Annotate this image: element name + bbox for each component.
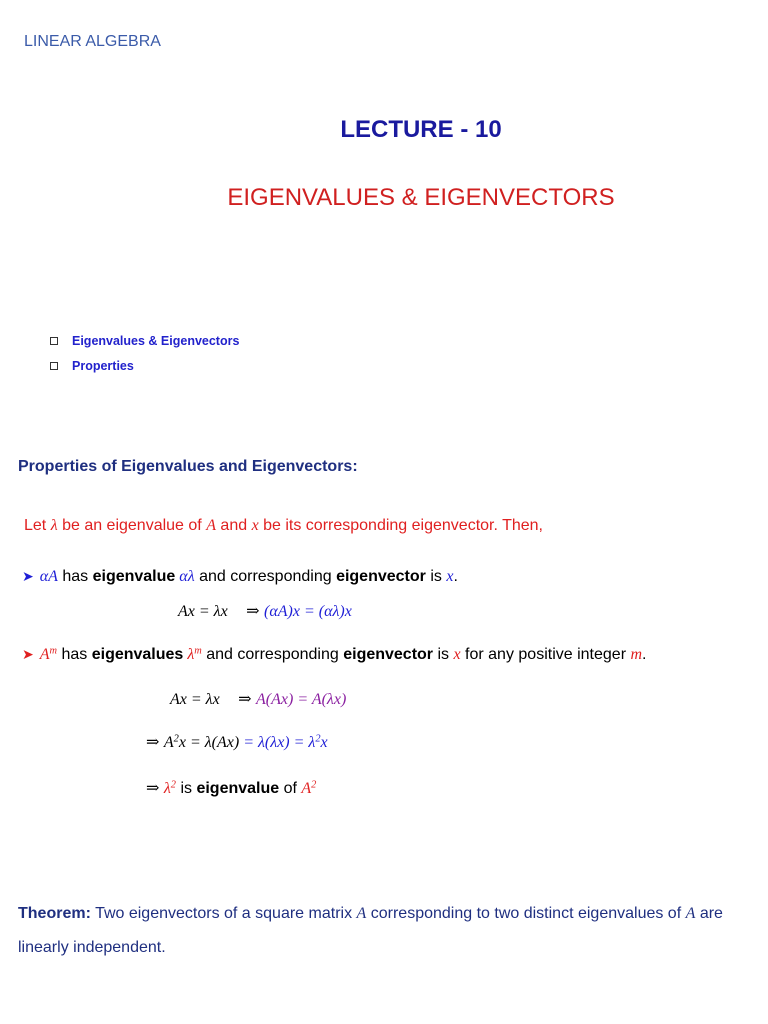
property-keyword: eigenvector — [343, 646, 434, 663]
equation-lhs: Ax = λx — [178, 603, 228, 620]
theorem-text: are linearly independent. — [18, 905, 723, 956]
property-text: is — [425, 568, 447, 585]
equation-rhs: A(Ax) = A(λx) — [256, 691, 347, 708]
exponent: 2 — [173, 733, 179, 745]
exponent: 2 — [311, 779, 317, 791]
property-text: and corresponding — [201, 646, 344, 663]
property-value: αλ — [175, 568, 195, 585]
integer-symbol: m — [630, 646, 643, 663]
theorem-statement — [18, 897, 738, 965]
equation-text: is — [176, 780, 197, 797]
equation-part: = λ(λx) = λ — [239, 734, 316, 751]
property-text: has — [57, 568, 93, 585]
arrow-bullet-icon: ➤ — [22, 646, 34, 662]
property-value: λ — [187, 646, 195, 663]
matrix-symbol: A — [163, 734, 174, 751]
property-text: . — [453, 568, 458, 585]
property-keyword: eigenvalue — [92, 568, 176, 585]
equation-1 — [178, 601, 352, 621]
lecture-number: LECTURE - 10 — [340, 116, 502, 143]
equation-text: of — [279, 780, 302, 797]
implies-symbol: ⇒ — [246, 603, 260, 620]
property-subject: A — [39, 646, 50, 663]
outline-item-eigenvalues — [50, 334, 239, 348]
property-keyword: eigenvector — [336, 568, 426, 585]
intro-text: and — [215, 517, 252, 534]
exponent: m — [49, 645, 58, 657]
property-text: . — [642, 646, 647, 663]
checkbox-square-icon — [50, 337, 58, 345]
matrix-symbol: A — [301, 780, 312, 797]
matrix-symbol: A — [206, 517, 216, 534]
outline-item-label: Eigenvalues & Eigenvectors — [72, 334, 240, 348]
property-text: has — [57, 646, 92, 663]
outline-item-label: Properties — [72, 359, 134, 373]
section-heading: Properties of Eigenvalues and Eigenvectors: — [18, 458, 358, 475]
checkbox-square-icon — [50, 362, 58, 370]
equation-part: x = λ(Ax) — [178, 734, 240, 751]
implies-symbol: ⇒ — [146, 734, 160, 751]
implies-symbol: ⇒ — [238, 691, 252, 708]
equation-2 — [170, 689, 346, 709]
intro-text: Let — [24, 517, 51, 534]
equation-keyword: eigenvalue — [196, 780, 280, 797]
outline-item-properties — [50, 359, 134, 373]
theorem-text: Two eigenvectors of a square matrix — [90, 905, 357, 922]
intro-statement — [24, 517, 543, 535]
course-title: LINEAR ALGEBRA — [24, 33, 161, 50]
property-subject: αA — [39, 568, 58, 585]
property-text: for any positive integer — [460, 646, 631, 663]
property-vector: x — [446, 568, 454, 585]
exponent: 2 — [315, 733, 321, 745]
equation-part: x — [320, 734, 328, 751]
arrow-bullet-icon: ➤ — [22, 568, 34, 584]
intro-text: be an eigenvalue of — [57, 517, 207, 534]
theorem-text: corresponding to two distinct eigenvalues of — [366, 905, 686, 922]
property-keyword: eigenvalues — [91, 646, 184, 663]
equation-3 — [146, 732, 328, 752]
intro-text: be its corresponding eigenvector. Then, — [258, 517, 543, 534]
lecture-topic: EIGENVALUES & EIGENVECTORS — [227, 184, 615, 211]
matrix-symbol: A — [685, 905, 696, 922]
equation-rhs: (αA)x = (αλ)x — [264, 603, 352, 620]
exponent: 2 — [170, 779, 176, 791]
lambda-symbol: λ — [163, 780, 171, 797]
equation-4 — [146, 778, 316, 798]
property-text: and corresponding — [194, 568, 337, 585]
exponent: m — [194, 645, 202, 657]
property-text: is — [433, 646, 454, 663]
lambda-symbol: λ — [50, 517, 58, 534]
vector-symbol: x — [251, 517, 259, 534]
property-2 — [22, 646, 646, 664]
property-1 — [22, 568, 458, 586]
theorem-label: Theorem: — [18, 905, 91, 922]
implies-symbol: ⇒ — [146, 780, 160, 797]
property-vector: x — [453, 646, 461, 663]
matrix-symbol: A — [356, 905, 367, 922]
equation-lhs: Ax = λx — [170, 691, 220, 708]
